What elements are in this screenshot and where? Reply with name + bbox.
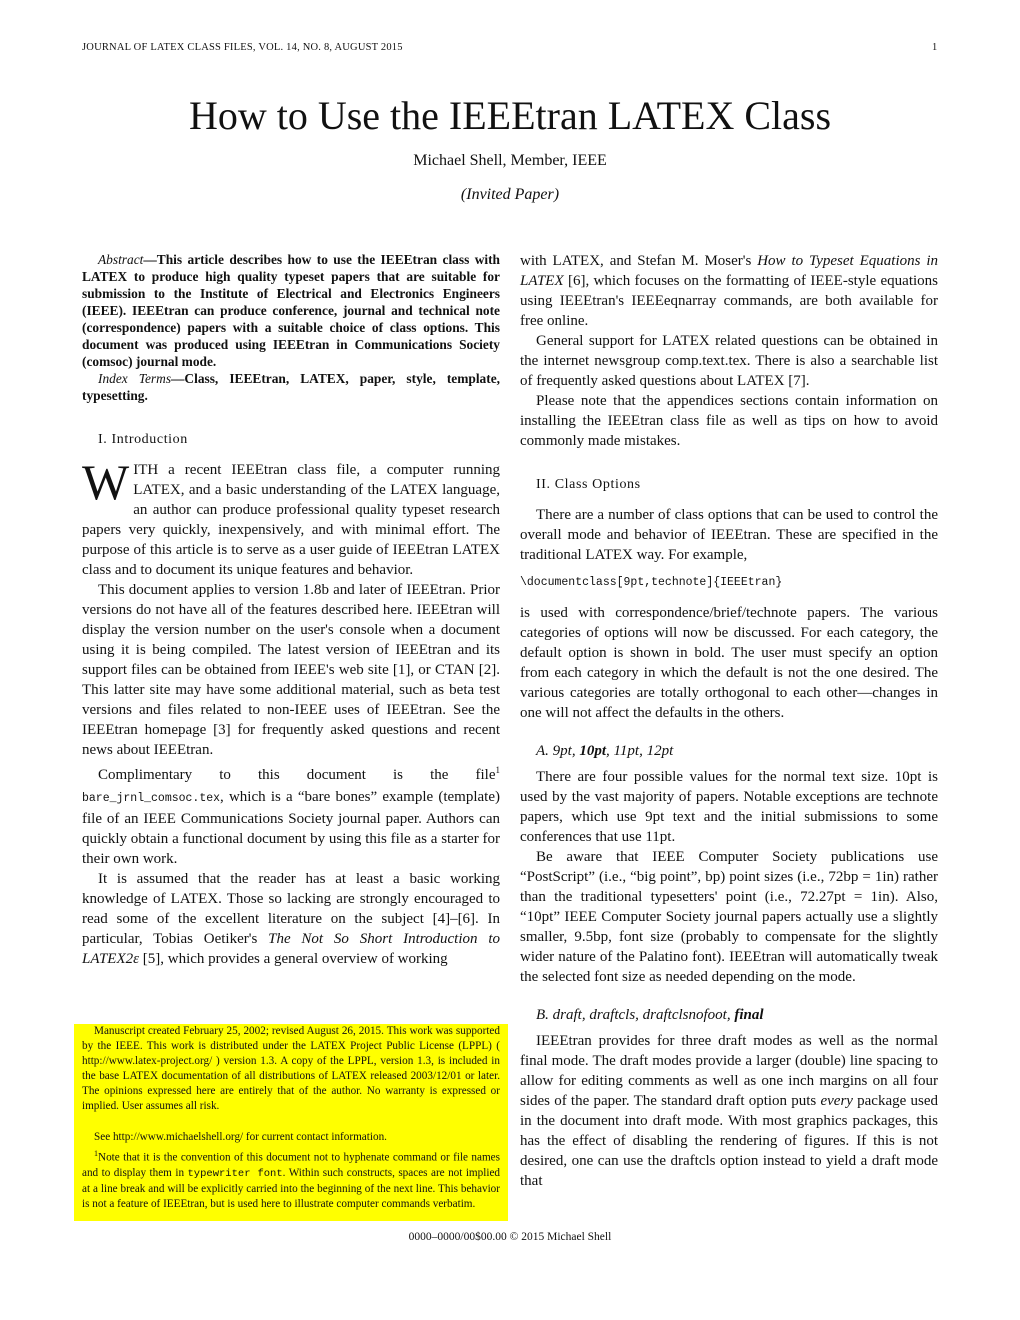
- subsection-a-opt1: 9pt,: [552, 743, 580, 759]
- index-terms-text: —Class, IEEEtran, LATEX, paper, style, template, typesetting.: [82, 371, 500, 403]
- page-number: 1: [932, 42, 938, 53]
- footnote-box: [74, 1024, 508, 1221]
- intro-paragraph-7: Please note that the appendices sections contain information on installing the IEEEtran class file as well as tips on how to avoid commonly made mistakes.: [520, 393, 938, 449]
- intro-paragraph-6: General support for LATEX related questions can be obtained in the internet newsgroup comp.text.tex. There is also a searchable list of frequently asked questions about LATEX [7].: [520, 333, 938, 389]
- drop-cap: W: [82, 454, 130, 510]
- footnote-marker-1: 1: [495, 765, 500, 775]
- intro-paragraph-3: [82, 760, 500, 869]
- documentclass-example: \documentclass[9pt,technote]{IEEEtran}: [520, 576, 783, 589]
- subsection-a-opt3: , 11pt, 12pt: [606, 743, 674, 759]
- abstract-text: —This article describes how to use the IEEEtran class with LATEX to produce high quality typeset papers that are suitable for submission to the Institute of Electrical and Electronics Engineers (IEEE). IEEEtran can produce conference, journal and technical note (correspondence) papers with a suitable choice of class options. This document was produced using IEEEtran in Communications Society (comsoc) journal mode.: [82, 252, 500, 369]
- footnote-number: 1: [94, 1149, 98, 1158]
- options-paragraph-2: is used with correspondence/brief/technote papers. The various categories of options will now be discussed. For each category, the default option is shown in bold. The user must specify an option from each category in which the default is not the one desired. The various categories are totally orthogonal to each other—changes in one will not affect the defaults in the others.: [520, 605, 938, 721]
- index-terms: [82, 370, 500, 404]
- author-line: Michael Shell, Member, IEEE: [413, 152, 607, 169]
- p4-text-after: [5], which provides a general overview of working: [139, 951, 448, 967]
- right-column: [520, 251, 938, 1191]
- intro-paragraph-1: [82, 454, 500, 580]
- index-terms-label: Index Terms: [98, 371, 172, 386]
- subsection-b-label: B.: [536, 1007, 553, 1023]
- draft-text-before: IEEEtran provides for three draft modes as well as the normal final mode. The draft modes provide a larger (double) line spacing to allow for editing comments as well as one inch margins on all four sides of the paper. The standard draft option puts: [520, 1033, 938, 1109]
- copyright-footer: 0000–0000/00$00.00 © 2015 Michael Shell: [408, 1231, 612, 1243]
- p3-text-after: , which is a “bare bones” example (template) file of an IEEE Communications Society journal paper. Authors can quickly obtain a functional document by using this file as a starter for their own work.: [82, 789, 500, 867]
- p5-text-before: with LATEX, and Stefan M. Moser's: [520, 253, 758, 269]
- draft-paragraph-1: [520, 1031, 938, 1191]
- invited-paper-note: (Invited Paper): [460, 186, 560, 203]
- running-head: JOURNAL OF LATEX CLASS FILES, VOL. 14, NO. 8, AUGUST 2015: [82, 42, 403, 53]
- contact-footnote: See http://www.michaelshell.org/ for current contact information.: [94, 1131, 387, 1143]
- abstract-label: Abstract: [98, 252, 144, 267]
- convention-footnote: [82, 1146, 500, 1212]
- book-title-latex2e: The Not So Short Introduction to LATEX2ε: [82, 931, 501, 967]
- left-column: [82, 251, 500, 969]
- abstract: [82, 251, 500, 370]
- subsection-heading-b: [520, 1005, 938, 1025]
- convention-text-after: . Within such constructs, spaces are not implied at a line break and will be explicitly carried into the beginning of the next line. This behavior is not a feature of IEEEtran, but is used here to illustrate computer commands verbatim.: [82, 1166, 500, 1210]
- intro-paragraph-4: [82, 869, 500, 969]
- font-size-paragraph-1: There are four possible values for the normal text size. 10pt is used by the vast majority of papers. Notable exceptions are technote papers, which use 9pt text and the initial submissions to some conferences that use 11pt.: [520, 769, 938, 845]
- book-title-equations: How to Typeset Equations in LATEX: [520, 253, 939, 289]
- options-paragraph-1: There are a number of class options that can be used to control the overall mode and behavior of IEEEtran. These are specified in the traditional LATEX way. For example,: [520, 507, 938, 563]
- p5-text-after: [6], which focuses on the formatting of IEEE-style equations using IEEEtran's IEEEeqnarray commands, are both available for free online.: [520, 273, 938, 329]
- subsection-b-opts: draft, draftcls, draftclsnofoot,: [552, 1007, 735, 1023]
- section-heading-class-options: II. Class Options: [536, 477, 641, 492]
- intro-paragraph-2: This document applies to version 1.8b and later of IEEEtran. Prior versions do not have all of the features described here. IEEEtran will display the version number on the user's console when a document using it is being compiled. The latest version of IEEEtran and its support files can be obtained from IEEE's web site [1], or CTAN [2]. This latter site may have some additional material, such as beta test versions and files related to non-IEEE uses of IEEEtran. See the IEEEtran homepage [3] for frequently asked questions and recent news about IEEEtran.: [82, 582, 500, 758]
- manuscript-footnote: Manuscript created February 25, 2002; revised August 26, 2015. This work was supported by the IEEE. This work is distributed under the LATEX Project Public License (LPPL) ( http://www.latex-project.org/ ) version 1.3. A copy of the LPPL, version 1.3, is included in the base LATEX documentation of all distributions of LATEX released 2003/12/01 or later. The opinions expressed here are entirely that of the author. No warranty is expressed or implied. User assumes all risk.: [82, 1025, 500, 1112]
- intro-paragraph-5: [520, 251, 938, 331]
- convention-text-before: Note that it is the convention of this document not to hyphenate command or file names and to display them in: [82, 1151, 500, 1179]
- subsection-heading-a: [520, 741, 938, 761]
- subsection-a-default: 10pt: [579, 743, 607, 759]
- subsection-b-default: final: [734, 1007, 764, 1023]
- paper-title: How to Use the IEEEtran LATEX Class: [188, 93, 832, 138]
- intro-p1-text: ITH a recent IEEEtran class file, a computer running LATEX, and a basic understanding of the LATEX language, an author can produce professional quality typeset research papers very quickly, inexpensively, and with minimal effort. The purpose of this article is to serve as a user guide of IEEEtran LATEX class and to document its unique features and behavior.: [82, 462, 500, 578]
- subsection-a-label: A.: [536, 743, 553, 759]
- draft-text-after: package used in the document into draft mode. With most graphics packages, this has the effect of disabling the rendering of figures. If this is not desired, one can use the draftcls option instead to yield a draft mode that: [520, 1093, 938, 1189]
- file-name-code: bare_jrnl_comsoc.tex: [82, 792, 221, 805]
- p4-text-before: It is assumed that the reader has at least a basic working knowledge of LATEX. Those so lacking are strongly encouraged to read some of the excellent literature on the subject [4]–[6]. In particular, Tobias Oetiker's: [82, 871, 500, 947]
- p3-text-before: Complimentary to this document is the file: [98, 767, 496, 783]
- section-heading-introduction: I. Introduction: [98, 432, 188, 447]
- font-size-paragraph-2: Be aware that IEEE Computer Society publications use “PostScript” (i.e., “big point”, bp) point sizes (i.e., 72bp = 1in) rather than the traditional typesetters' point (i.e., 72.27pt = 1in). Also, “10pt” IEEE Computer Society journal papers actually use a slightly smaller, 9.5bp, font size (probably to compensate for the slightly wider nature of the Palatino font). IEEEtran will automatically tweak the selected font size as needed depending on the mode.: [520, 849, 938, 985]
- draft-emphasis: every: [820, 1093, 853, 1109]
- typewriter-font-sample: typewriter font: [187, 1167, 283, 1180]
